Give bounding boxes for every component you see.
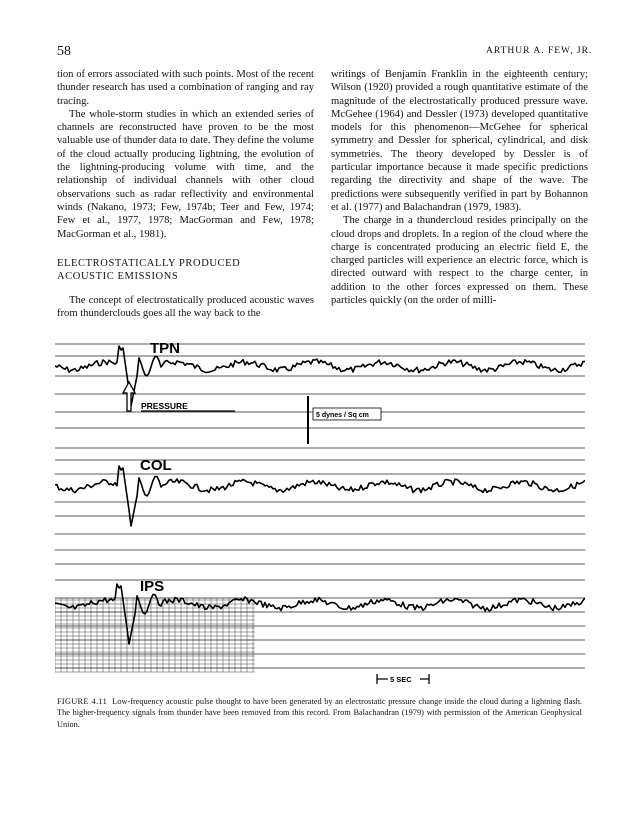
caption-text: Low-frequency acoustic pulse thought to have been generated by an electrostatic pressure change inside the cloud during a lightning flash. The higher-frequency signals from thunder have been removed from this record. From Balachandran (1979) with permission of the American Geophysical Union. bbox=[57, 697, 582, 729]
page-number: 58 bbox=[57, 44, 71, 59]
waveform-record bbox=[55, 336, 585, 688]
section-heading bbox=[57, 257, 314, 283]
caption-label: FIGURE 4.11 bbox=[57, 697, 108, 706]
scale-label: 5 dynes / Sq cm bbox=[316, 412, 369, 419]
trace-label-ips: IPS bbox=[140, 578, 165, 595]
pressure-traces bbox=[55, 346, 585, 644]
trace-col bbox=[55, 466, 585, 526]
trace-ips bbox=[55, 584, 585, 644]
trace-label-tpn: TPN bbox=[150, 340, 180, 357]
left-paragraph-2: The whole-storm studies in which an extended series of channels are reconstructed have proven to be the most valuable use of thunder data to date. They define the volume of the cloud actually producing lightning, the evolution of the lightning-producing volume with time, and the relationship of individual channels with other cloud observations such as radar reflectivity and environmental winds (Nakano, 1973; Few, 1974b; Teer and Few, 1974; Few et al., 1977, 1978; MacGorman and Few, 1978; MacGorman et al., 1981). bbox=[57, 108, 314, 240]
running-head: ARTHUR A. FEW, JR. bbox=[486, 46, 593, 56]
time-scale-label: 5 SEC bbox=[390, 675, 412, 684]
right-column bbox=[331, 68, 588, 307]
section-heading-line-2: ACOUSTIC EMISSIONS bbox=[57, 270, 179, 282]
pressure-label: PRESSURE bbox=[141, 401, 188, 411]
right-paragraph-2: The charge in a thundercloud resides principally on the cloud drops and droplets. In a region of the cloud where the charge is concentrated producing an electric field E, the charged particles will experience an electric force, which is directed outward with respect to the charge center, in addition to the other forces expressed on them. These particles quickly (on the order of milli- bbox=[331, 215, 588, 307]
right-paragraph-1: writings of Benjamin Franklin in the eighteenth century; Wilson (1920) provided a rough quantitative estimate of the magnitude of the electrostatically produced pressure wave. McGehee (1964) and Dessler (1973) developed quantitative models for this phenomenon—McGehee for spherical symmetry and Dessler for spherical, cylindrical, and disk symmetries. The theory developed by Dessler is of particular importance because it made specific predictions regarding the directivity and shape of the wave. The predictions were subsequently verified in part by Bohannon et al. (1977) and Balachandran (1979, 1983). bbox=[331, 69, 588, 213]
dense-grid-region bbox=[55, 598, 255, 672]
figure-caption bbox=[57, 696, 582, 730]
figure-4-11 bbox=[55, 336, 585, 688]
left-paragraph-1: tion of errors associated with such points. Most of the recent thunder research has used a combination of ranging and ray tracing. bbox=[57, 69, 314, 107]
left-paragraph-3: The concept of electrostatically produced acoustic waves from thunderclouds goes all the way back to the bbox=[57, 294, 314, 320]
left-column bbox=[57, 68, 314, 320]
section-heading-line-1: ELECTROSTATICALLY PRODUCED bbox=[57, 257, 241, 269]
trace-label-col: COL bbox=[140, 457, 172, 474]
